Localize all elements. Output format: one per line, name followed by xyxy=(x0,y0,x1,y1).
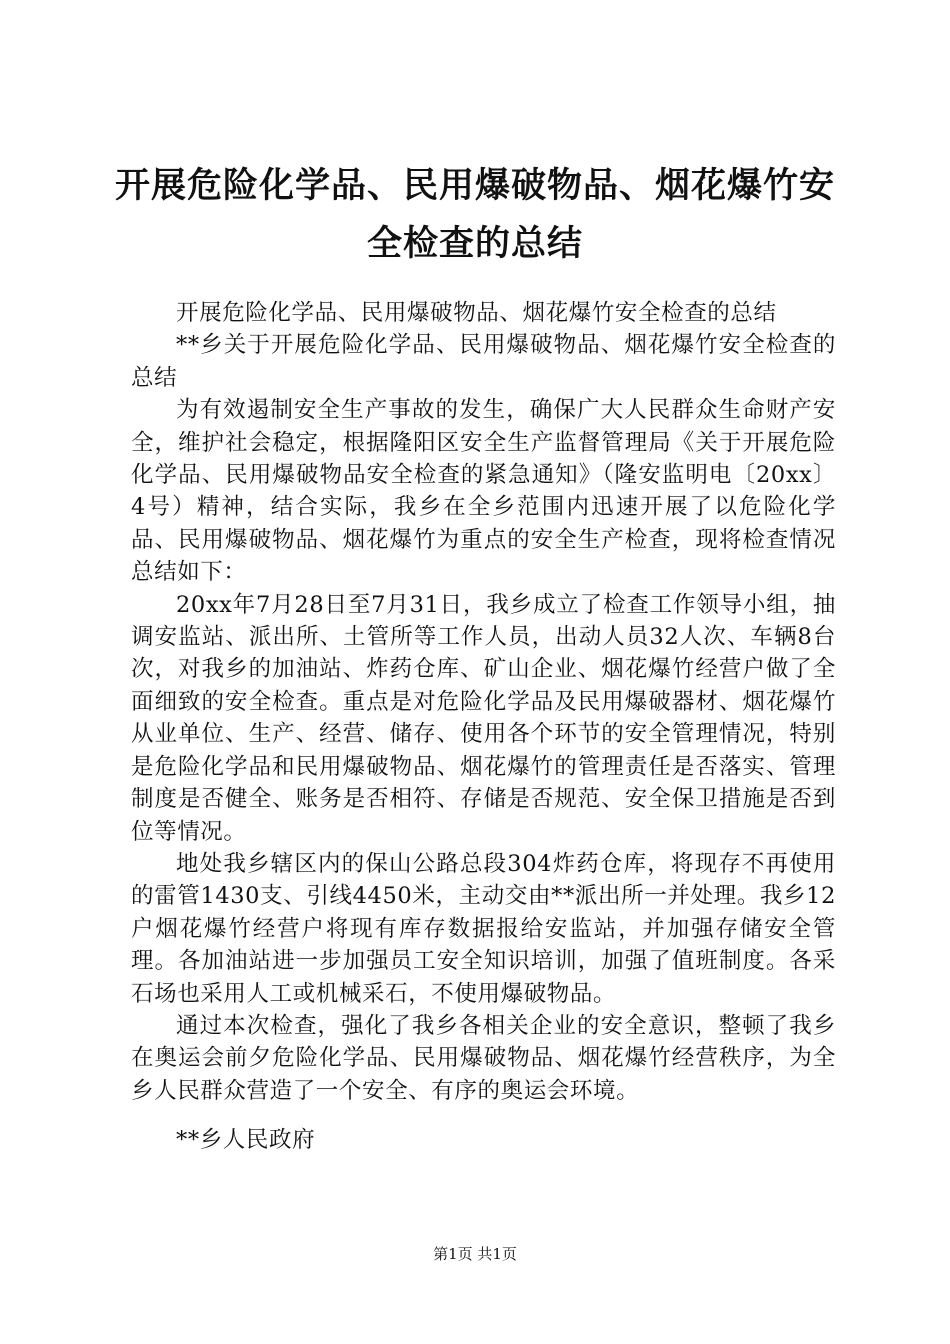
paragraph-inspection: 20xx年7月28日至7月31日，我乡成立了检查工作领导小组，抽调安监站、派出所、土管所等工作人员，出动人员32人次、车辆8台次，对我乡的加油站、炸药仓库、矿山企业、烟花爆竹经营户做了全面细致的安全检查。重点是对危险化学品及民用爆破器材、烟花爆竹从业单位、生产、经营、储存、使用各个环节的安全管理情况，特别是危险化学品和民用爆破物品、烟花爆竹的管理责任是否落实、管理制度是否健全、账务是否相符、存储是否规范、安全保卫措施是否到位等情况。 xyxy=(131,591,836,845)
paragraph-heading: **乡关于开展危险化学品、民用爆破物品、烟花爆竹安全检查的总结 xyxy=(131,332,836,391)
document-title: 开展危险化学品、民用爆破物品、烟花爆竹安全检查的总结 xyxy=(114,166,835,264)
paragraph-intro: 为有效遏制安全生产事故的发生，确保广大人民群众生命财产安全，维护社会稳定，根据隆阳区安全生产监督管理局《关于开展危险化学品、民用爆破物品安全检查的紧急通知》（隆安监明电〔20xx〕4号）精神，结合实际，我乡在全乡范围内迅速开展了以危险化学品、民用爆破物品、烟花爆竹为重点的安全生产检查，现将检查情况总结如下： xyxy=(131,397,836,586)
page-footer: 第1页 共1页 xyxy=(433,1245,517,1263)
signature: **乡人民政府 xyxy=(176,1127,316,1153)
document-body xyxy=(131,297,836,1107)
paragraph-subtitle: 开展危险化学品、民用爆破物品、烟花爆竹安全检查的总结 xyxy=(176,300,777,326)
paragraph-actions: 地处我乡辖区内的保山公路总段304炸药仓库，将现存不再使用的雷管1430支、引线4450米，主动交由**派出所一并处理。我乡12户烟花爆竹经营户将现有库存数据报给安监站，并加强存储安全管理。各加油站进一步加强员工安全知识培训，加强了值班制度。各采石场也采用人工或机械采石，不使用爆破物品。 xyxy=(131,850,836,1007)
paragraph-conclusion: 通过本次检查，强化了我乡各相关企业的安全意识，整顿了我乡在奥运会前夕危险化学品、民用爆破物品、烟花爆竹经营秩序，为全乡人民群众营造了一个安全、有序的奥运会环境。 xyxy=(131,1012,836,1104)
